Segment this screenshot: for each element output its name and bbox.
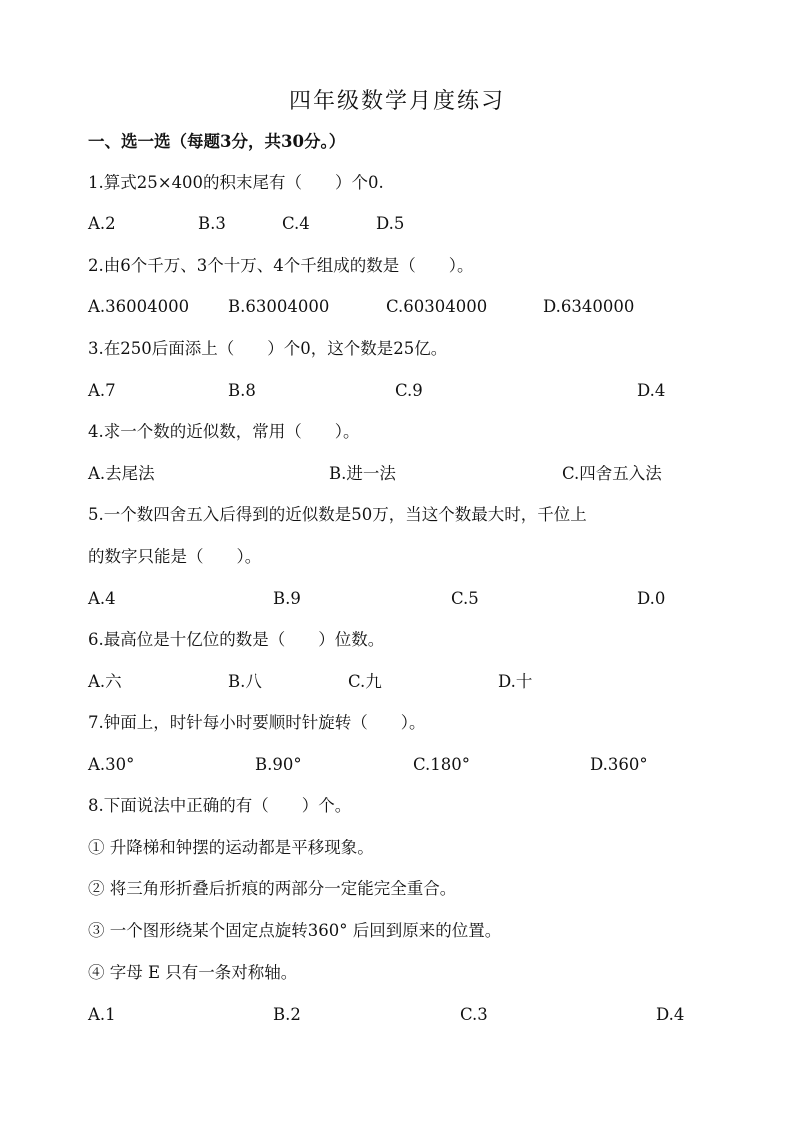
q1-option-c: C.4 [282, 214, 310, 233]
question-2: 2.由6个千万、3个十万、4个千组成的数是（ ）。 [88, 256, 474, 275]
q4-option-c: C.四舍五入法 [562, 464, 662, 483]
q6-option-d: D.十 [498, 672, 533, 691]
q7-option-b: B.90° [255, 755, 302, 774]
q8-statement-2: ② 将三角形折叠后折痕的两部分一定能完全重合。 [88, 879, 457, 898]
q6-option-c: C.九 [348, 672, 382, 691]
q7-option-c: C.180° [413, 755, 471, 774]
q5-option-b: B.9 [273, 589, 301, 608]
q3-option-d: D.4 [637, 381, 666, 400]
q2-option-a: A.36004000 [88, 297, 190, 316]
q3-option-b: B.8 [228, 381, 256, 400]
q2-option-c: C.60304000 [386, 297, 488, 316]
q8-option-b: B.2 [273, 1005, 301, 1024]
q5-option-d: D.0 [637, 589, 666, 608]
q8-statement-4: ④ 字母 E 只有一条对称轴。 [88, 963, 298, 982]
q1-option-d: D.5 [376, 214, 405, 233]
q4-option-a: A.去尾法 [88, 464, 155, 483]
question-6: 6.最高位是十亿位的数是（ ）位数。 [88, 630, 385, 649]
q8-statement-1: ① 升降梯和钟摆的运动都是平移现象。 [88, 838, 374, 857]
question-5-cont: 的数字只能是（ ）。 [88, 547, 262, 566]
q7-option-a: A.30° [88, 755, 135, 774]
section-heading: 一、选一选（每题3分，共30分。） [88, 132, 346, 151]
q5-option-a: A.4 [88, 589, 116, 608]
q2-option-d: D.6340000 [543, 297, 635, 316]
q5-option-c: C.5 [451, 589, 479, 608]
q6-option-a: A.六 [88, 672, 122, 691]
question-4: 4.求一个数的近似数，常用（ ）。 [88, 422, 360, 441]
q1-option-a: A.2 [88, 214, 116, 233]
page-title: 四年级数学月度练习 [288, 89, 505, 114]
q8-option-a: A.1 [88, 1005, 116, 1024]
q3-option-c: C.9 [395, 381, 423, 400]
q8-option-d: D.4 [656, 1005, 685, 1024]
q7-option-d: D.360° [590, 755, 648, 774]
q3-option-a: A.7 [88, 381, 116, 400]
q8-option-c: C.3 [460, 1005, 488, 1024]
q8-statement-3: ③ 一个图形绕某个固定点旋转360° 后回到原来的位置。 [88, 921, 502, 940]
q1-option-b: B.3 [198, 214, 226, 233]
question-8: 8.下面说法中正确的有（ ）个。 [88, 796, 352, 815]
q4-option-b: B.进一法 [329, 464, 396, 483]
question-1: 1.算式25×400的积末尾有（ ）个0. [88, 173, 384, 192]
q2-option-b: B.63004000 [228, 297, 330, 316]
question-7: 7.钟面上，时针每小时要顺时针旋转（ ）。 [88, 713, 426, 732]
question-5: 5.一个数四舍五入后得到的近似数是50万，当这个数最大时，千位上 [88, 505, 587, 524]
question-3: 3.在250后面添上（ ）个0，这个数是25亿。 [88, 339, 448, 358]
q6-option-b: B.八 [228, 672, 262, 691]
